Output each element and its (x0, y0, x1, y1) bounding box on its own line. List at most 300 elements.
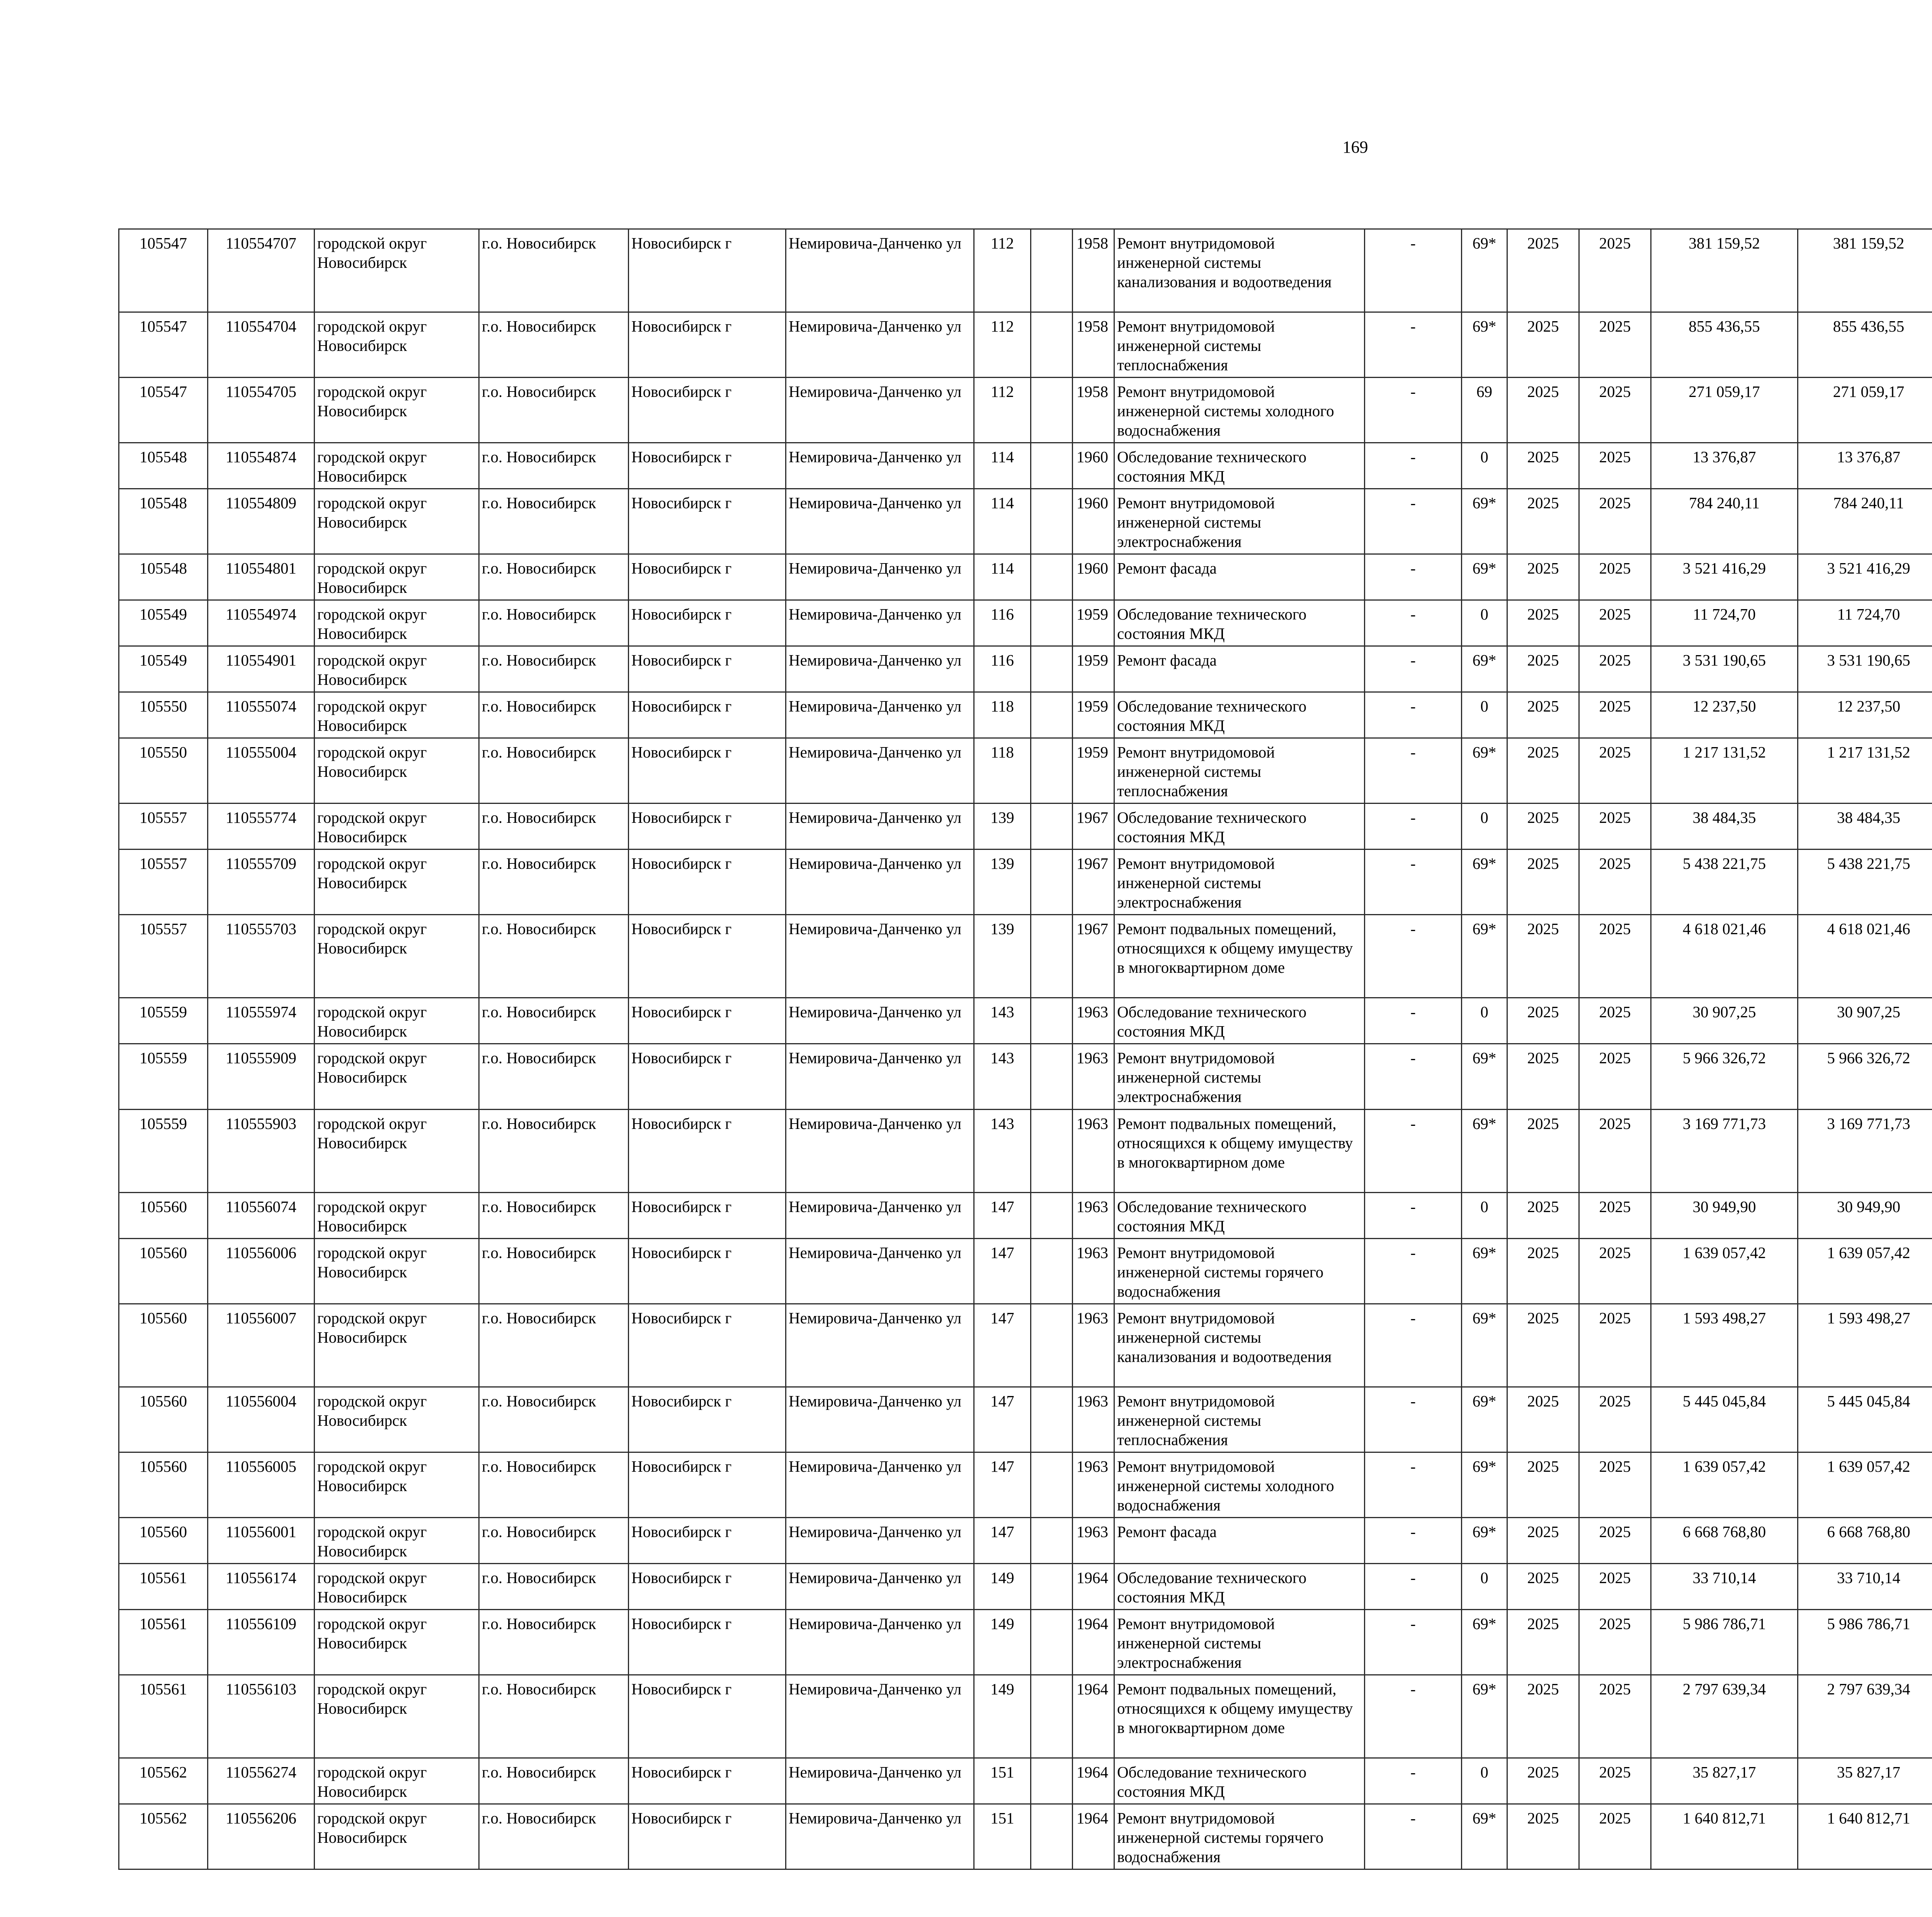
build-year-cell: 1963 (1073, 1304, 1114, 1387)
cost-fund-cell: 271 059,17 (1798, 378, 1932, 443)
table-row (119, 692, 1932, 738)
norm-cell: 69* (1462, 1517, 1507, 1563)
house-number-cell: 149 (974, 1609, 1031, 1675)
district-cell: г.о. Новосибирск (479, 915, 629, 998)
house-number-cell: 143 (974, 1044, 1031, 1109)
cost-fund-cell: 1 217 131,52 (1798, 738, 1932, 804)
building-letter-cell (1031, 312, 1073, 378)
house-id-cell: 105560 (119, 1192, 208, 1238)
building-letter-cell (1031, 1675, 1073, 1758)
building-letter-cell (1031, 1758, 1073, 1804)
year-from-cell: 2025 (1507, 1804, 1579, 1869)
work-type-cell: Ремонт внутридомовой инженерной системы теплоснабжения (1114, 1387, 1365, 1452)
norm-cell: 69* (1462, 1804, 1507, 1869)
year-to-cell: 2025 (1579, 1452, 1651, 1517)
settlement-cell: Новосибирск г (629, 1387, 786, 1452)
building-letter-cell (1031, 1387, 1073, 1452)
table-row (119, 915, 1932, 998)
municipality-cell: городской округ Новосибирск (315, 489, 479, 554)
build-year-cell: 1959 (1073, 738, 1114, 804)
year-to-cell: 2025 (1579, 1758, 1651, 1804)
table-row (119, 1804, 1932, 1869)
cost-total-cell: 11 724,70 (1651, 600, 1798, 646)
settlement-cell: Новосибирск г (629, 646, 786, 692)
dash-cell: - (1365, 229, 1462, 312)
house-number-cell: 147 (974, 1192, 1031, 1238)
year-to-cell: 2025 (1579, 1109, 1651, 1192)
settlement-cell: Новосибирск г (629, 378, 786, 443)
work-code-cell: 110556004 (208, 1387, 315, 1452)
work-type-cell: Ремонт фасада (1114, 554, 1365, 600)
work-type-cell: Обследование технического состояния МКД (1114, 443, 1365, 489)
street-cell: Немировича-Данченко ул (786, 554, 974, 600)
district-cell: г.о. Новосибирск (479, 1563, 629, 1609)
work-type-cell: Ремонт внутридомовой инженерной системы холодного водоснабжения (1114, 1452, 1365, 1517)
district-cell: г.о. Новосибирск (479, 998, 629, 1044)
street-cell: Немировича-Данченко ул (786, 1758, 974, 1804)
register-body (119, 229, 1932, 1869)
year-from-cell: 2025 (1507, 1304, 1579, 1387)
year-to-cell: 2025 (1579, 1304, 1651, 1387)
cost-total-cell: 13 376,87 (1651, 443, 1798, 489)
norm-cell: 69* (1462, 312, 1507, 378)
municipality-cell: городской округ Новосибирск (315, 554, 479, 600)
municipality-cell: городской округ Новосибирск (315, 804, 479, 850)
settlement-cell: Новосибирск г (629, 312, 786, 378)
house-id-cell: 105561 (119, 1675, 208, 1758)
district-cell: г.о. Новосибирск (479, 489, 629, 554)
work-code-cell: 110554801 (208, 554, 315, 600)
house-id-cell: 105549 (119, 600, 208, 646)
work-code-cell: 110555903 (208, 1109, 315, 1192)
work-code-cell: 110554707 (208, 229, 315, 312)
year-from-cell: 2025 (1507, 312, 1579, 378)
build-year-cell: 1959 (1073, 646, 1114, 692)
norm-cell: 69* (1462, 554, 1507, 600)
building-letter-cell (1031, 229, 1073, 312)
dash-cell: - (1365, 1387, 1462, 1452)
cost-fund-cell: 1 640 812,71 (1798, 1804, 1932, 1869)
norm-cell: 0 (1462, 692, 1507, 738)
settlement-cell: Новосибирск г (629, 489, 786, 554)
work-type-cell: Ремонт подвальных помещений, относящихся к общему имуществу в многоквартирном доме (1114, 915, 1365, 998)
work-type-cell: Ремонт внутридомовой инженерной системы горячего водоснабжения (1114, 1238, 1365, 1304)
build-year-cell: 1960 (1073, 554, 1114, 600)
dash-cell: - (1365, 646, 1462, 692)
house-id-cell: 105560 (119, 1452, 208, 1517)
district-cell: г.о. Новосибирск (479, 1044, 629, 1109)
settlement-cell: Новосибирск г (629, 600, 786, 646)
work-code-cell: 110555709 (208, 850, 315, 915)
table-row (119, 646, 1932, 692)
year-to-cell: 2025 (1579, 443, 1651, 489)
municipality-cell: городской округ Новосибирск (315, 1304, 479, 1387)
work-type-cell: Ремонт фасада (1114, 646, 1365, 692)
work-code-cell: 110556005 (208, 1452, 315, 1517)
build-year-cell: 1959 (1073, 692, 1114, 738)
build-year-cell: 1963 (1073, 1387, 1114, 1452)
cost-total-cell: 1 639 057,42 (1651, 1452, 1798, 1517)
settlement-cell: Новосибирск г (629, 998, 786, 1044)
settlement-cell: Новосибирск г (629, 1238, 786, 1304)
build-year-cell: 1963 (1073, 1517, 1114, 1563)
street-cell: Немировича-Данченко ул (786, 1563, 974, 1609)
municipality-cell: городской округ Новосибирск (315, 443, 479, 489)
dash-cell: - (1365, 1563, 1462, 1609)
norm-cell: 0 (1462, 1563, 1507, 1609)
work-type-cell: Ремонт подвальных помещений, относящихся к общему имуществу в многоквартирном доме (1114, 1675, 1365, 1758)
house-number-cell: 114 (974, 554, 1031, 600)
work-type-cell: Обследование технического состояния МКД (1114, 804, 1365, 850)
table-row (119, 738, 1932, 804)
cost-fund-cell: 1 593 498,27 (1798, 1304, 1932, 1387)
cost-fund-cell: 12 237,50 (1798, 692, 1932, 738)
street-cell: Немировича-Данченко ул (786, 1452, 974, 1517)
house-id-cell: 105562 (119, 1758, 208, 1804)
cost-fund-cell: 30 907,25 (1798, 998, 1932, 1044)
municipality-cell: городской округ Новосибирск (315, 738, 479, 804)
work-type-cell: Ремонт внутридомовой инженерной системы канализования и водоотведения (1114, 229, 1365, 312)
house-number-cell: 149 (974, 1675, 1031, 1758)
work-code-cell: 110554874 (208, 443, 315, 489)
street-cell: Немировича-Данченко ул (786, 804, 974, 850)
work-type-cell: Ремонт фасада (1114, 1517, 1365, 1563)
build-year-cell: 1959 (1073, 600, 1114, 646)
building-letter-cell (1031, 600, 1073, 646)
year-to-cell: 2025 (1579, 850, 1651, 915)
cost-fund-cell: 3 521 416,29 (1798, 554, 1932, 600)
dash-cell: - (1365, 1238, 1462, 1304)
district-cell: г.о. Новосибирск (479, 1609, 629, 1675)
work-code-cell: 110556206 (208, 1804, 315, 1869)
municipality-cell: городской округ Новосибирск (315, 600, 479, 646)
building-letter-cell (1031, 646, 1073, 692)
street-cell: Немировича-Данченко ул (786, 646, 974, 692)
municipality-cell: городской округ Новосибирск (315, 1238, 479, 1304)
table-row (119, 1675, 1932, 1758)
work-type-cell: Обследование технического состояния МКД (1114, 692, 1365, 738)
table-row (119, 1109, 1932, 1192)
settlement-cell: Новосибирск г (629, 1758, 786, 1804)
year-from-cell: 2025 (1507, 738, 1579, 804)
building-letter-cell (1031, 1192, 1073, 1238)
dash-cell: - (1365, 378, 1462, 443)
norm-cell: 0 (1462, 804, 1507, 850)
cost-total-cell: 3 521 416,29 (1651, 554, 1798, 600)
work-type-cell: Обследование технического состояния МКД (1114, 1563, 1365, 1609)
work-type-cell: Ремонт внутридомовой инженерной системы теплоснабжения (1114, 738, 1365, 804)
settlement-cell: Новосибирск г (629, 850, 786, 915)
settlement-cell: Новосибирск г (629, 554, 786, 600)
work-code-cell: 110555004 (208, 738, 315, 804)
work-code-cell: 110555074 (208, 692, 315, 738)
work-type-cell: Ремонт внутридомовой инженерной системы электроснабжения (1114, 1609, 1365, 1675)
year-to-cell: 2025 (1579, 554, 1651, 600)
cost-fund-cell: 5 445 045,84 (1798, 1387, 1932, 1452)
norm-cell: 0 (1462, 1758, 1507, 1804)
dash-cell: - (1365, 915, 1462, 998)
norm-cell: 69* (1462, 738, 1507, 804)
table-row (119, 1609, 1932, 1675)
year-from-cell: 2025 (1507, 229, 1579, 312)
dash-cell: - (1365, 1804, 1462, 1869)
street-cell: Немировича-Данченко ул (786, 1804, 974, 1869)
building-letter-cell (1031, 1304, 1073, 1387)
house-id-cell: 105547 (119, 378, 208, 443)
municipality-cell: городской округ Новосибирск (315, 692, 479, 738)
work-type-cell: Ремонт внутридомовой инженерной системы теплоснабжения (1114, 312, 1365, 378)
building-letter-cell (1031, 1044, 1073, 1109)
settlement-cell: Новосибирск г (629, 229, 786, 312)
work-type-cell: Ремонт внутридомовой инженерной системы холодного водоснабжения (1114, 378, 1365, 443)
cost-total-cell: 33 710,14 (1651, 1563, 1798, 1609)
year-to-cell: 2025 (1579, 378, 1651, 443)
cost-total-cell: 12 237,50 (1651, 692, 1798, 738)
norm-cell: 69* (1462, 1452, 1507, 1517)
year-to-cell: 2025 (1579, 1563, 1651, 1609)
building-letter-cell (1031, 489, 1073, 554)
cost-total-cell: 1 639 057,42 (1651, 1238, 1798, 1304)
year-from-cell: 2025 (1507, 1563, 1579, 1609)
house-id-cell: 105547 (119, 312, 208, 378)
norm-cell: 69* (1462, 1109, 1507, 1192)
dash-cell: - (1365, 489, 1462, 554)
table-row (119, 1452, 1932, 1517)
table-row (119, 1517, 1932, 1563)
dash-cell: - (1365, 1044, 1462, 1109)
building-letter-cell (1031, 738, 1073, 804)
street-cell: Немировича-Данченко ул (786, 443, 974, 489)
house-number-cell: 118 (974, 738, 1031, 804)
dash-cell: - (1365, 850, 1462, 915)
house-id-cell: 105550 (119, 738, 208, 804)
work-code-cell: 110556074 (208, 1192, 315, 1238)
build-year-cell: 1964 (1073, 1675, 1114, 1758)
year-from-cell: 2025 (1507, 646, 1579, 692)
cost-fund-cell: 784 240,11 (1798, 489, 1932, 554)
house-number-cell: 147 (974, 1238, 1031, 1304)
dash-cell: - (1365, 1758, 1462, 1804)
dash-cell: - (1365, 1304, 1462, 1387)
norm-cell: 69* (1462, 1238, 1507, 1304)
street-cell: Немировича-Данченко ул (786, 378, 974, 443)
table-row (119, 554, 1932, 600)
cost-fund-cell: 1 639 057,42 (1798, 1238, 1932, 1304)
district-cell: г.о. Новосибирск (479, 600, 629, 646)
cost-fund-cell: 35 827,17 (1798, 1758, 1932, 1804)
cost-fund-cell: 13 376,87 (1798, 443, 1932, 489)
building-letter-cell (1031, 1452, 1073, 1517)
cost-fund-cell: 5 966 326,72 (1798, 1044, 1932, 1109)
house-id-cell: 105559 (119, 1044, 208, 1109)
work-code-cell: 110556007 (208, 1304, 315, 1387)
dash-cell: - (1365, 443, 1462, 489)
district-cell: г.о. Новосибирск (479, 1238, 629, 1304)
work-code-cell: 110556103 (208, 1675, 315, 1758)
cost-fund-cell: 38 484,35 (1798, 804, 1932, 850)
work-code-cell: 110554705 (208, 378, 315, 443)
district-cell: г.о. Новосибирск (479, 646, 629, 692)
year-from-cell: 2025 (1507, 850, 1579, 915)
year-from-cell: 2025 (1507, 443, 1579, 489)
build-year-cell: 1964 (1073, 1609, 1114, 1675)
district-cell: г.о. Новосибирск (479, 1192, 629, 1238)
cost-fund-cell: 3 169 771,73 (1798, 1109, 1932, 1192)
building-letter-cell (1031, 443, 1073, 489)
work-type-cell: Ремонт внутридомовой инженерной системы горячего водоснабжения (1114, 1804, 1365, 1869)
cost-total-cell: 6 668 768,80 (1651, 1517, 1798, 1563)
work-type-cell: Обследование технического состояния МКД (1114, 600, 1365, 646)
street-cell: Немировича-Данченко ул (786, 1109, 974, 1192)
municipality-cell: городской округ Новосибирск (315, 1804, 479, 1869)
year-to-cell: 2025 (1579, 1675, 1651, 1758)
cost-total-cell: 3 531 190,65 (1651, 646, 1798, 692)
district-cell: г.о. Новосибирск (479, 443, 629, 489)
work-type-cell: Ремонт подвальных помещений, относящихся к общему имуществу в многоквартирном доме (1114, 1109, 1365, 1192)
table-row (119, 1563, 1932, 1609)
house-number-cell: 116 (974, 646, 1031, 692)
house-number-cell: 147 (974, 1387, 1031, 1452)
building-letter-cell (1031, 1563, 1073, 1609)
street-cell: Немировича-Данченко ул (786, 1517, 974, 1563)
building-letter-cell (1031, 554, 1073, 600)
house-id-cell: 105557 (119, 850, 208, 915)
norm-cell: 69* (1462, 850, 1507, 915)
year-from-cell: 2025 (1507, 554, 1579, 600)
district-cell: г.о. Новосибирск (479, 1675, 629, 1758)
norm-cell: 0 (1462, 1192, 1507, 1238)
dash-cell: - (1365, 554, 1462, 600)
house-id-cell: 105562 (119, 1804, 208, 1869)
cost-fund-cell: 6 668 768,80 (1798, 1517, 1932, 1563)
house-number-cell: 143 (974, 998, 1031, 1044)
district-cell: г.о. Новосибирск (479, 1804, 629, 1869)
building-letter-cell (1031, 804, 1073, 850)
district-cell: г.о. Новосибирск (479, 554, 629, 600)
year-from-cell: 2025 (1507, 915, 1579, 998)
municipality-cell: городской округ Новосибирск (315, 646, 479, 692)
year-from-cell: 2025 (1507, 998, 1579, 1044)
work-type-cell: Ремонт внутридомовой инженерной системы электроснабжения (1114, 1044, 1365, 1109)
cost-total-cell: 5 986 786,71 (1651, 1609, 1798, 1675)
norm-cell: 69* (1462, 915, 1507, 998)
work-code-cell: 110554901 (208, 646, 315, 692)
settlement-cell: Новосибирск г (629, 1804, 786, 1869)
cost-total-cell: 3 169 771,73 (1651, 1109, 1798, 1192)
district-cell: г.о. Новосибирск (479, 312, 629, 378)
table-row (119, 1044, 1932, 1109)
norm-cell: 0 (1462, 998, 1507, 1044)
year-from-cell: 2025 (1507, 1452, 1579, 1517)
settlement-cell: Новосибирск г (629, 738, 786, 804)
dash-cell: - (1365, 804, 1462, 850)
cost-total-cell: 1 593 498,27 (1651, 1304, 1798, 1387)
norm-cell: 0 (1462, 600, 1507, 646)
dash-cell: - (1365, 1609, 1462, 1675)
house-id-cell: 105561 (119, 1609, 208, 1675)
house-number-cell: 139 (974, 915, 1031, 998)
house-id-cell: 105561 (119, 1563, 208, 1609)
district-cell: г.о. Новосибирск (479, 1304, 629, 1387)
municipality-cell: городской округ Новосибирск (315, 1758, 479, 1804)
year-from-cell: 2025 (1507, 1109, 1579, 1192)
cost-fund-cell: 1 639 057,42 (1798, 1452, 1932, 1517)
table-row (119, 850, 1932, 915)
build-year-cell: 1964 (1073, 1563, 1114, 1609)
build-year-cell: 1967 (1073, 804, 1114, 850)
cost-total-cell: 2 797 639,34 (1651, 1675, 1798, 1758)
settlement-cell: Новосибирск г (629, 1044, 786, 1109)
cost-fund-cell: 4 618 021,46 (1798, 915, 1932, 998)
street-cell: Немировича-Данченко ул (786, 312, 974, 378)
municipality-cell: городской округ Новосибирск (315, 998, 479, 1044)
municipality-cell: городской округ Новосибирск (315, 378, 479, 443)
house-id-cell: 105560 (119, 1387, 208, 1452)
district-cell: г.о. Новосибирск (479, 1452, 629, 1517)
building-letter-cell (1031, 378, 1073, 443)
house-number-cell: 118 (974, 692, 1031, 738)
house-id-cell: 105559 (119, 998, 208, 1044)
cost-fund-cell: 5 986 786,71 (1798, 1609, 1932, 1675)
cost-fund-cell: 11 724,70 (1798, 600, 1932, 646)
municipality-cell: городской округ Новосибирск (315, 1109, 479, 1192)
municipality-cell: городской округ Новосибирск (315, 1675, 479, 1758)
work-code-cell: 110554974 (208, 600, 315, 646)
build-year-cell: 1967 (1073, 850, 1114, 915)
cost-total-cell: 381 159,52 (1651, 229, 1798, 312)
year-from-cell: 2025 (1507, 1675, 1579, 1758)
house-id-cell: 105548 (119, 443, 208, 489)
year-from-cell: 2025 (1507, 600, 1579, 646)
municipality-cell: городской округ Новосибирск (315, 312, 479, 378)
table-row (119, 1304, 1932, 1387)
settlement-cell: Новосибирск г (629, 692, 786, 738)
house-number-cell: 112 (974, 229, 1031, 312)
house-id-cell: 105557 (119, 804, 208, 850)
street-cell: Немировича-Данченко ул (786, 1044, 974, 1109)
building-letter-cell (1031, 850, 1073, 915)
cost-total-cell: 30 949,90 (1651, 1192, 1798, 1238)
year-to-cell: 2025 (1579, 738, 1651, 804)
district-cell: г.о. Новосибирск (479, 1758, 629, 1804)
settlement-cell: Новосибирск г (629, 915, 786, 998)
year-from-cell: 2025 (1507, 1044, 1579, 1109)
house-number-cell: 139 (974, 850, 1031, 915)
table-row (119, 489, 1932, 554)
cost-fund-cell: 381 159,52 (1798, 229, 1932, 312)
year-from-cell: 2025 (1507, 378, 1579, 443)
work-code-cell: 110555703 (208, 915, 315, 998)
street-cell: Немировича-Данченко ул (786, 1192, 974, 1238)
cost-fund-cell: 33 710,14 (1798, 1563, 1932, 1609)
street-cell: Немировича-Данченко ул (786, 998, 974, 1044)
cost-total-cell: 271 059,17 (1651, 378, 1798, 443)
dash-cell: - (1365, 1192, 1462, 1238)
house-id-cell: 105560 (119, 1304, 208, 1387)
cost-total-cell: 1 217 131,52 (1651, 738, 1798, 804)
street-cell: Немировича-Данченко ул (786, 1238, 974, 1304)
year-from-cell: 2025 (1507, 489, 1579, 554)
street-cell: Немировича-Данченко ул (786, 738, 974, 804)
year-to-cell: 2025 (1579, 1517, 1651, 1563)
house-id-cell: 105559 (119, 1109, 208, 1192)
work-code-cell: 110554704 (208, 312, 315, 378)
build-year-cell: 1967 (1073, 915, 1114, 998)
street-cell: Немировича-Данченко ул (786, 1304, 974, 1387)
work-type-cell: Обследование технического состояния МКД (1114, 998, 1365, 1044)
year-from-cell: 2025 (1507, 1758, 1579, 1804)
district-cell: г.о. Новосибирск (479, 738, 629, 804)
